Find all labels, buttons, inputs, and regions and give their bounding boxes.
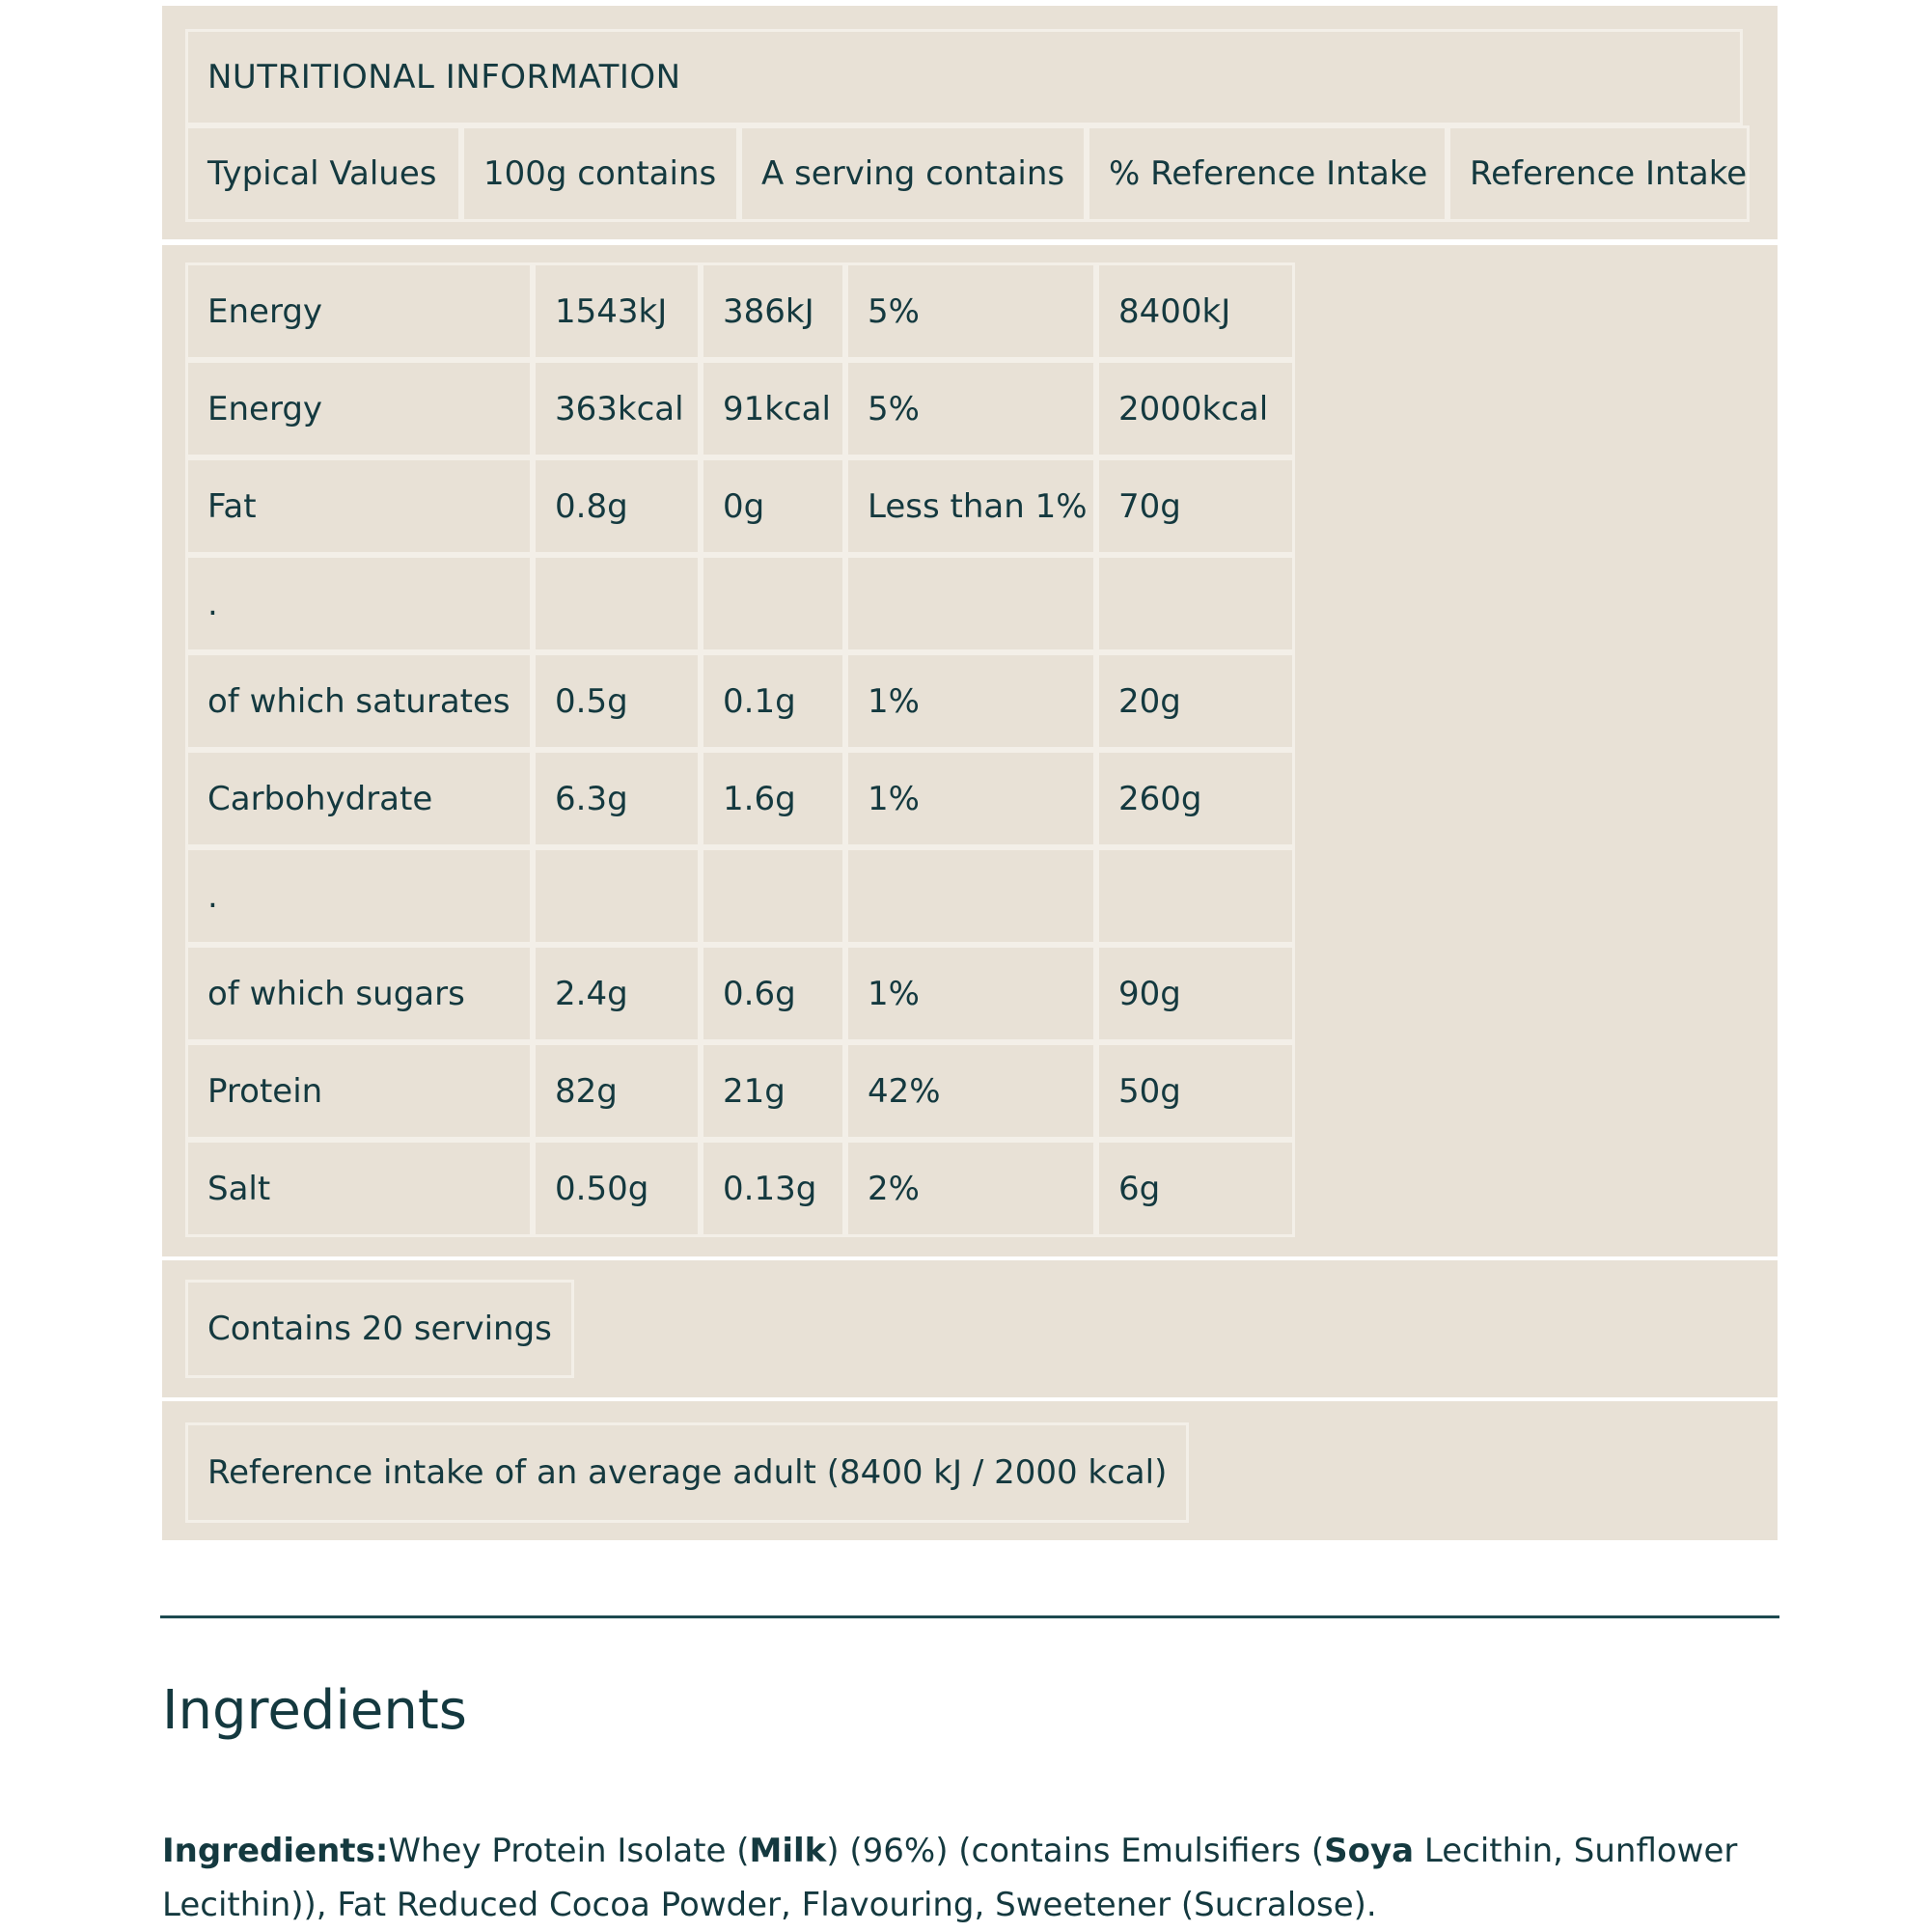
- value-percent-ri: 1%: [845, 750, 1096, 847]
- value-100g: 0.8g: [533, 457, 701, 555]
- table-row: [185, 1042, 1295, 1140]
- nutrient-name: Energy: [185, 262, 533, 360]
- servings-panel: [162, 1260, 1778, 1397]
- nutrient-name: of which sugars: [185, 945, 533, 1042]
- value-100g: [533, 555, 701, 652]
- value-reference-intake: 260g: [1096, 750, 1295, 847]
- table-row: [185, 457, 1295, 555]
- header-100g: 100g contains: [461, 125, 739, 222]
- ingredients-part: Lecithin, Sunflower Lecithin)), Fat Reduced Cocoa Powder, Flavouring, Sweetener (Sucralose).: [162, 1832, 1738, 1924]
- value-percent-ri: 5%: [845, 262, 1096, 360]
- value-percent-ri: 2%: [845, 1140, 1096, 1237]
- nutrient-name: .: [185, 555, 533, 652]
- value-serving: 0.1g: [701, 652, 845, 750]
- value-reference-intake: 6g: [1096, 1140, 1295, 1237]
- nutrition-header-table: [185, 125, 1750, 222]
- section-divider: [160, 1615, 1779, 1618]
- reference-panel: [162, 1401, 1778, 1540]
- table-row: [185, 652, 1295, 750]
- value-100g: 1543kJ: [533, 262, 701, 360]
- nutrition-title: NUTRITIONAL INFORMATION: [185, 29, 1743, 125]
- value-serving: 0g: [701, 457, 845, 555]
- value-serving: 0.13g: [701, 1140, 845, 1237]
- value-serving: 91kcal: [701, 360, 845, 457]
- value-percent-ri: 42%: [845, 1042, 1096, 1140]
- table-row: [185, 1140, 1295, 1237]
- value-reference-intake: 70g: [1096, 457, 1295, 555]
- table-row: [185, 360, 1295, 457]
- value-percent-ri: 1%: [845, 945, 1096, 1042]
- value-serving: 1.6g: [701, 750, 845, 847]
- allergen-soya: Soya: [1324, 1832, 1415, 1870]
- nutrient-name: .: [185, 847, 533, 945]
- value-reference-intake: 50g: [1096, 1042, 1295, 1140]
- value-percent-ri: Less than 1%: [845, 457, 1096, 555]
- ingredients-label: Ingredients:: [162, 1832, 389, 1870]
- table-row: [185, 750, 1295, 847]
- header-reference-intake: Reference Intake: [1448, 125, 1750, 222]
- reference-intake-note: Reference intake of an average adult (8400 kJ / 2000 kcal): [185, 1422, 1189, 1523]
- value-100g: 363kcal: [533, 360, 701, 457]
- header-row: [185, 125, 1750, 222]
- nutrient-name: Carbohydrate: [185, 750, 533, 847]
- servings-note: Contains 20 servings: [185, 1280, 574, 1378]
- value-percent-ri: 5%: [845, 360, 1096, 457]
- value-serving: [701, 555, 845, 652]
- header-serving: A serving contains: [739, 125, 1087, 222]
- ingredients-part: Whey Protein Isolate (: [388, 1832, 750, 1870]
- value-serving: 386kJ: [701, 262, 845, 360]
- nutrient-name: Energy: [185, 360, 533, 457]
- header-typical-values: Typical Values: [185, 125, 461, 222]
- table-row: [185, 555, 1295, 652]
- value-reference-intake: 20g: [1096, 652, 1295, 750]
- value-reference-intake: 90g: [1096, 945, 1295, 1042]
- nutrient-name: of which saturates: [185, 652, 533, 750]
- value-100g: [533, 847, 701, 945]
- value-serving: 21g: [701, 1042, 845, 1140]
- value-percent-ri: [845, 555, 1096, 652]
- value-100g: 82g: [533, 1042, 701, 1140]
- value-100g: 6.3g: [533, 750, 701, 847]
- nutrient-name: Salt: [185, 1140, 533, 1237]
- value-reference-intake: 2000kcal: [1096, 360, 1295, 457]
- table-row: [185, 847, 1295, 945]
- table-row: [185, 945, 1295, 1042]
- value-reference-intake: [1096, 555, 1295, 652]
- value-100g: 0.5g: [533, 652, 701, 750]
- nutrient-name: Protein: [185, 1042, 533, 1140]
- nutrition-header-panel: [162, 6, 1778, 239]
- table-row: [185, 262, 1295, 360]
- ingredients-heading: Ingredients: [162, 1679, 467, 1742]
- value-reference-intake: [1096, 847, 1295, 945]
- allergen-milk: Milk: [749, 1832, 827, 1870]
- value-serving: [701, 847, 845, 945]
- ingredients-text: [162, 1824, 1803, 1932]
- value-serving: 0.6g: [701, 945, 845, 1042]
- nutrition-data-table: [185, 262, 1295, 1237]
- value-percent-ri: 1%: [845, 652, 1096, 750]
- nutrient-name: Fat: [185, 457, 533, 555]
- ingredients-part: ) (96%) (contains Emulsifiers (: [826, 1832, 1325, 1870]
- header-percent-ri: % Reference Intake: [1087, 125, 1448, 222]
- value-100g: 0.50g: [533, 1140, 701, 1237]
- value-100g: 2.4g: [533, 945, 701, 1042]
- value-reference-intake: 8400kJ: [1096, 262, 1295, 360]
- nutrition-data-panel: [162, 245, 1778, 1256]
- value-percent-ri: [845, 847, 1096, 945]
